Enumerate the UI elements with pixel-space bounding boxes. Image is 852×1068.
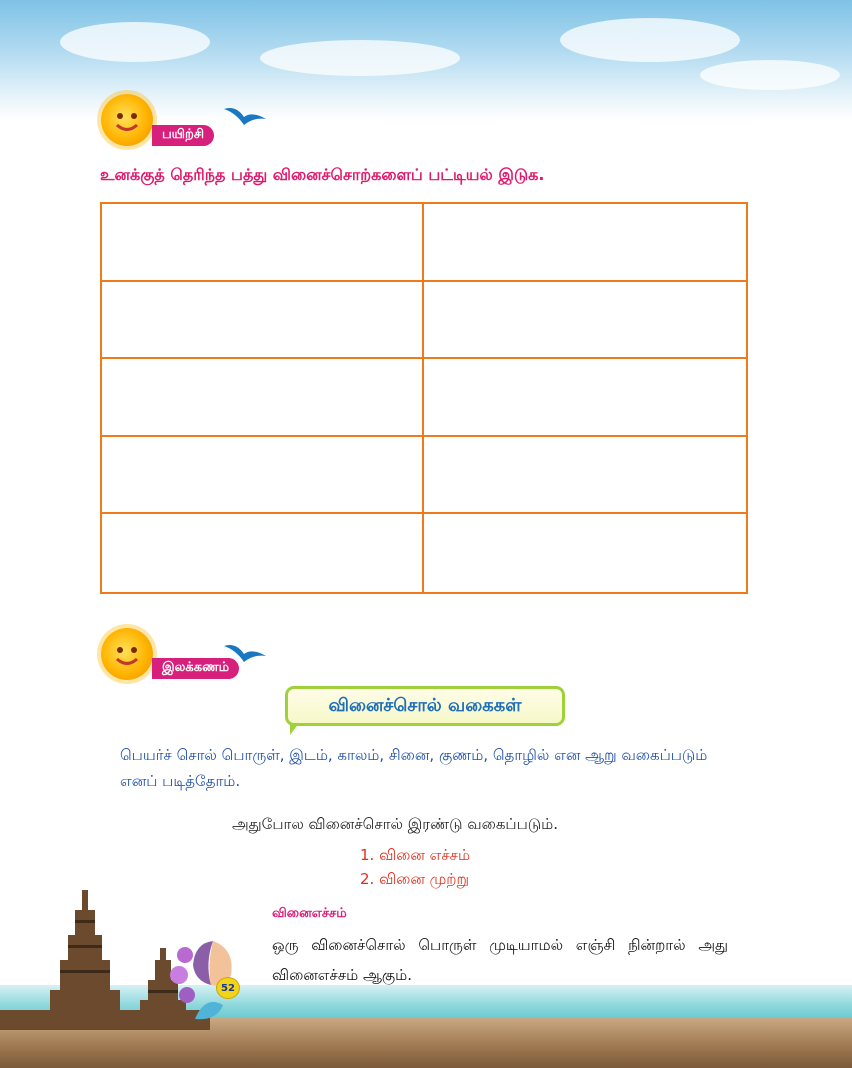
answer-cell[interactable] [424, 514, 746, 592]
intro-paragraph: பெயர்ச் சொல் பொருள், இடம், காலம், சினை, குணம், தொழில் என ஆறு வகைப்படும் எனப் படித்தோம். [120, 746, 708, 790]
answer-cell[interactable] [424, 204, 746, 282]
answer-cell[interactable] [102, 204, 424, 282]
cloud-decoration [260, 40, 460, 76]
sub-heading: வினைஎச்சம் [272, 906, 347, 921]
answer-cell[interactable] [102, 359, 424, 437]
sun-icon [101, 628, 153, 680]
grammar-label: இலக்கணம் [152, 658, 239, 679]
sun-icon [101, 94, 153, 146]
answer-table [100, 202, 748, 594]
section-title-banner [285, 686, 565, 726]
exercise-instruction: உனக்குத் தெரிந்த பத்து வினைச்சொற்களைப் பட்டியல் இடுக. [100, 165, 545, 184]
section-title: வினைச்சொல் வகைகள் [328, 694, 522, 716]
list-item: 2. வினை முற்று [360, 870, 470, 888]
cloud-decoration [60, 22, 210, 62]
page-number: 52 [216, 977, 240, 999]
bird-icon [222, 103, 268, 133]
answer-cell[interactable] [102, 282, 424, 360]
exercise-label: பயிற்சி [152, 125, 214, 146]
bird-icon [222, 640, 268, 670]
banner-tail [290, 723, 299, 735]
answer-cell[interactable] [424, 282, 746, 360]
cloud-decoration [700, 60, 840, 90]
answer-cell[interactable] [424, 437, 746, 515]
definition-paragraph: ஒரு வினைச்சொல் பொருள் முடியாமல் எஞ்சி நின்றால் அது வினைஎச்சம் ஆகும். [272, 936, 728, 984]
list-item: 1. வினை எச்சம் [360, 846, 471, 864]
answer-cell[interactable] [424, 359, 746, 437]
types-statement: அதுபோல வினைச்சொல் இரண்டு வகைப்படும். [232, 815, 558, 833]
answer-cell[interactable] [102, 437, 424, 515]
cloud-decoration [560, 18, 740, 62]
answer-cell[interactable] [102, 514, 424, 592]
